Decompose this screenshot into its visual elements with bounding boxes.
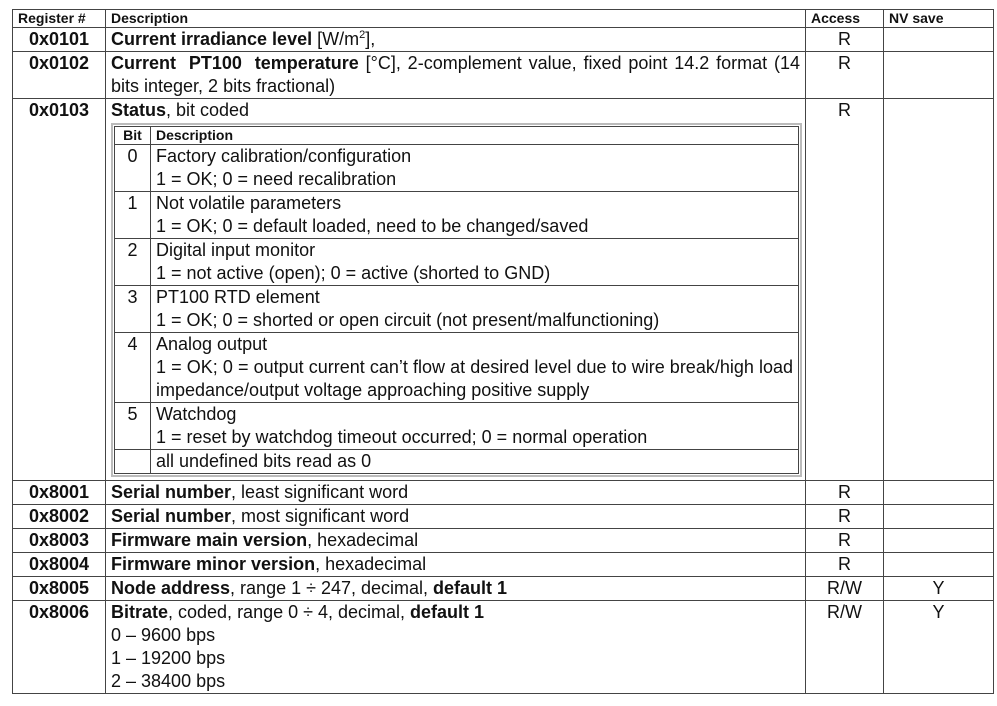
register-detail: , least significant word (231, 482, 409, 502)
status-bits-table (114, 126, 799, 474)
register-address: 0x8004 (13, 553, 106, 577)
header-row (13, 10, 994, 28)
register-description (106, 52, 806, 99)
nv-save-value (884, 553, 994, 577)
table-row (13, 601, 994, 694)
register-description (106, 577, 806, 601)
bit-title: Factory calibration/configuration (156, 146, 412, 166)
access-value: R (806, 505, 884, 529)
register-address: 0x0101 (13, 28, 106, 52)
register-table (12, 9, 994, 694)
bits-header-row (115, 127, 799, 145)
bit-title: all undefined bits read as 0 (156, 451, 372, 471)
bit-row (115, 192, 799, 239)
bitrate-option: 0 – 9600 bps (111, 625, 216, 645)
bit-number (115, 450, 151, 474)
table-row (13, 553, 994, 577)
table-row (13, 577, 994, 601)
register-detail: , most significant word (231, 506, 410, 526)
bit-description (151, 145, 799, 192)
bit-title: PT100 RTD element (156, 287, 320, 307)
bit-row (115, 403, 799, 450)
access-value: R (806, 481, 884, 505)
register-name: Bitrate (111, 602, 169, 622)
nv-save-value (884, 99, 994, 481)
nv-save-value (884, 505, 994, 529)
nv-save-value (884, 52, 994, 99)
access-value: R (806, 99, 884, 481)
header-bit: Bit (115, 127, 151, 145)
register-name: Node address (111, 578, 231, 598)
bit-detail: 1 = OK; 0 = need recalibration (156, 169, 397, 189)
nv-save-value (884, 481, 994, 505)
access-value: R/W (806, 577, 884, 601)
bit-detail: 1 = OK; 0 = output current can’t flow at desired level due to wire break/high load impedance/output voltage approaching positive supply (156, 357, 793, 400)
bit-number: 5 (115, 403, 151, 450)
bit-number: 3 (115, 286, 151, 333)
bit-title: Watchdog (156, 404, 237, 424)
register-default: default 1 (410, 602, 485, 622)
nv-save-value: Y (884, 577, 994, 601)
bit-number: 0 (115, 145, 151, 192)
bit-description (151, 239, 799, 286)
register-address: 0x0103 (13, 99, 106, 481)
bit-title: Digital input monitor (156, 240, 316, 260)
register-address: 0x8006 (13, 601, 106, 694)
register-name: Serial number (111, 482, 232, 502)
table-row (13, 481, 994, 505)
nv-save-value: Y (884, 601, 994, 694)
register-description (106, 601, 806, 694)
header-description: Description (106, 10, 806, 28)
register-detail: , hexadecimal (315, 554, 427, 574)
register-name: Firmware minor version (111, 554, 316, 574)
bitrate-option: 1 – 19200 bps (111, 648, 226, 668)
bit-row (115, 333, 799, 403)
register-name: Current PT100 temperature (111, 53, 359, 73)
table-row (13, 28, 994, 52)
bit-detail: 1 = OK; 0 = default loaded, need to be changed/saved (156, 216, 589, 236)
register-address: 0x8001 (13, 481, 106, 505)
register-description (106, 99, 806, 481)
header-bit-description: Description (151, 127, 799, 145)
register-detail-tail: ], (365, 29, 376, 49)
bit-number: 1 (115, 192, 151, 239)
register-detail: , hexadecimal (307, 530, 419, 550)
bit-detail: 1 = not active (open); 0 = active (shorted to GND) (156, 263, 551, 283)
bit-description (151, 286, 799, 333)
bit-row (115, 450, 799, 474)
access-value: R (806, 553, 884, 577)
bit-number: 4 (115, 333, 151, 403)
bit-number: 2 (115, 239, 151, 286)
register-name: Status (111, 100, 167, 120)
nv-save-value (884, 529, 994, 553)
register-detail: , bit coded (166, 100, 250, 120)
header-access: Access (806, 10, 884, 28)
register-address: 0x8003 (13, 529, 106, 553)
register-description (106, 481, 806, 505)
register-detail: [°C], 2-complement value, fixed point 14.2 format (14 bits integer, 2 bits fractional) (111, 53, 800, 96)
register-address: 0x8002 (13, 505, 106, 529)
register-default: default 1 (433, 578, 508, 598)
bit-detail: 1 = reset by watchdog timeout occurred; 0 = normal operation (156, 427, 648, 447)
access-value: R (806, 529, 884, 553)
header-nv-save: NV save (884, 10, 994, 28)
table-row (13, 505, 994, 529)
bit-detail: 1 = OK; 0 = shorted or open circuit (not present/malfunctioning) (156, 310, 660, 330)
register-address: 0x0102 (13, 52, 106, 99)
access-value: R/W (806, 601, 884, 694)
table-row (13, 52, 994, 99)
bit-description (151, 333, 799, 403)
bit-row (115, 286, 799, 333)
status-bits-table-frame (111, 123, 802, 477)
bit-title: Analog output (156, 334, 268, 354)
bit-description (151, 192, 799, 239)
header-register: Register # (13, 10, 106, 28)
register-address: 0x8005 (13, 577, 106, 601)
bit-row (115, 239, 799, 286)
access-value: R (806, 28, 884, 52)
register-description (106, 28, 806, 52)
register-name: Firmware main version (111, 530, 308, 550)
bit-row (115, 145, 799, 192)
bit-title: Not volatile parameters (156, 193, 342, 213)
superscript: 2 (359, 29, 366, 41)
register-detail: , range 1 ÷ 247, decimal, (230, 578, 434, 598)
bit-description (151, 450, 799, 474)
register-description (106, 529, 806, 553)
table-row (13, 99, 994, 481)
register-detail: [W/m (312, 29, 360, 49)
register-description (106, 505, 806, 529)
register-detail: , coded, range 0 ÷ 4, decimal, (168, 602, 411, 622)
register-name: Current irradiance level (111, 29, 313, 49)
bit-description (151, 403, 799, 450)
register-description (106, 553, 806, 577)
access-value: R (806, 52, 884, 99)
nv-save-value (884, 28, 994, 52)
register-name: Serial number (111, 506, 232, 526)
table-row (13, 529, 994, 553)
bitrate-option: 2 – 38400 bps (111, 671, 226, 691)
